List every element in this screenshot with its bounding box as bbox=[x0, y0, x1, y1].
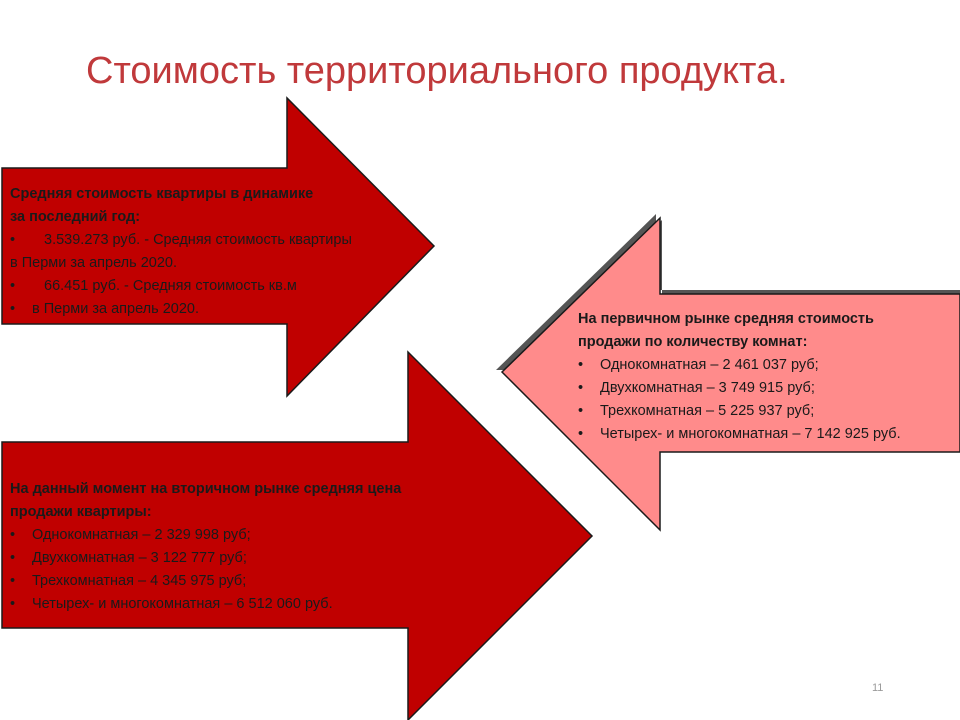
list-item bbox=[10, 593, 460, 616]
arrow-bottom-left-text bbox=[10, 478, 460, 616]
bullet-icon: • bbox=[10, 278, 16, 294]
list-item bbox=[10, 547, 460, 570]
bullet-icon: • bbox=[578, 403, 584, 419]
list-item-text: Четырех- и многокомнатная – 7 142 925 руб. bbox=[600, 426, 901, 442]
arrow-right-heading-line1: На первичном рынке средняя стоимость bbox=[578, 311, 874, 327]
list-item-text: Четырех- и многокомнатная – 6 512 060 руб. bbox=[32, 596, 333, 612]
list-item-text: Трехкомнатная – 4 345 975 руб; bbox=[32, 573, 247, 589]
list-item-text: 66.451 руб. - Средняя стоимость кв.м bbox=[44, 278, 297, 294]
list-item bbox=[578, 400, 958, 423]
list-item bbox=[578, 377, 958, 400]
arrow-top-left-heading-line1: Средняя стоимость квартиры в динамике bbox=[10, 186, 314, 202]
list-item bbox=[10, 298, 430, 321]
list-item bbox=[10, 524, 460, 547]
arrow-right-list bbox=[578, 354, 958, 446]
page-number: 11 bbox=[872, 682, 884, 694]
arrow-bottom-left-list bbox=[10, 524, 460, 616]
bullet-icon: • bbox=[10, 301, 16, 317]
arrow-bottom-left-heading-line1: На данный момент на вторичном рынке средняя цена bbox=[10, 481, 402, 497]
bullet-icon: • bbox=[10, 527, 16, 543]
arrow-top-left-heading-line2: за последний год: bbox=[10, 209, 141, 225]
list-item-text: Трехкомнатная – 5 225 937 руб; bbox=[600, 403, 815, 419]
list-item bbox=[578, 354, 958, 377]
slide-title: Стоимость территориального продукта. bbox=[86, 50, 788, 92]
list-item-continuation: в Перми за апрель 2020. bbox=[10, 255, 178, 271]
bullet-icon: • bbox=[10, 573, 16, 589]
list-item bbox=[578, 423, 958, 446]
bullet-icon: • bbox=[578, 380, 584, 396]
list-item-text: Двухкомнатная – 3 122 777 руб; bbox=[32, 550, 247, 566]
list-item-text: Однокомнатная – 2 329 998 руб; bbox=[32, 527, 251, 543]
bullet-icon: • bbox=[10, 232, 16, 248]
bullet-icon: • bbox=[10, 596, 16, 612]
arrow-top-left-text bbox=[10, 183, 430, 321]
arrow-bottom-left-heading-line2: продажи квартиры: bbox=[10, 504, 152, 520]
list-item-text: 3.539.273 руб. - Средняя стоимость квартиры bbox=[44, 232, 352, 248]
list-item-text: в Перми за апрель 2020. bbox=[32, 301, 200, 317]
list-item bbox=[10, 570, 460, 593]
arrow-right-text bbox=[578, 308, 958, 446]
list-item-text: Двухкомнатная – 3 749 915 руб; bbox=[600, 380, 815, 396]
list-item bbox=[10, 229, 430, 252]
bullet-icon: • bbox=[578, 357, 584, 373]
list-item bbox=[10, 275, 430, 298]
bullet-icon: • bbox=[10, 550, 16, 566]
bullet-icon: • bbox=[578, 426, 584, 442]
arrow-top-left-list bbox=[10, 229, 430, 321]
list-item-text: Однокомнатная – 2 461 037 руб; bbox=[600, 357, 819, 373]
arrow-right-heading-line2: продажи по количеству комнат: bbox=[578, 334, 808, 350]
